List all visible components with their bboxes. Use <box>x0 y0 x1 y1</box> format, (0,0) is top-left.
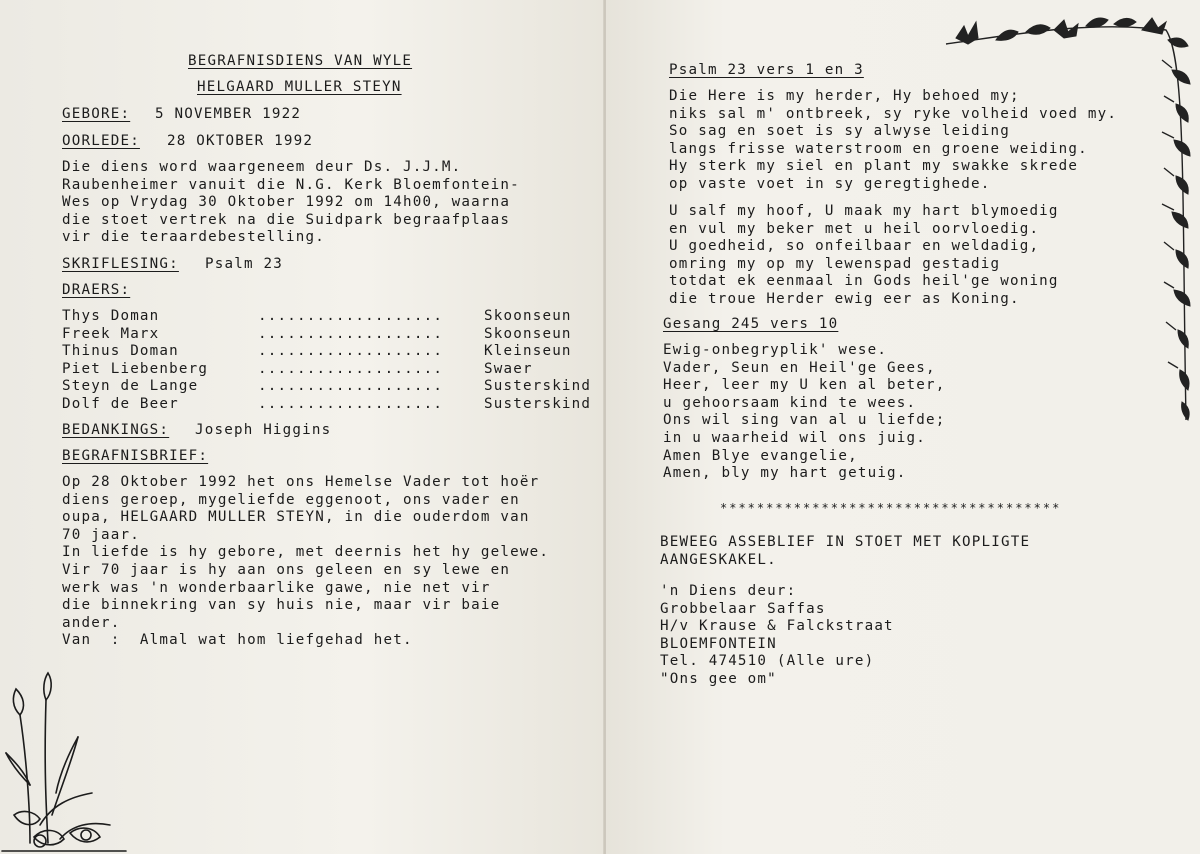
bearer-row <box>62 396 602 414</box>
letter-line: 70 jaar. <box>62 526 140 543</box>
bearer-row <box>62 308 602 326</box>
bearer-dots: ................... <box>258 343 444 360</box>
procession-line: BEWEEG ASSEBLIEF IN STOET MET KOPLIGTE <box>660 534 1031 550</box>
service-line: Die diens word waargeneem deur Ds. J.J.M. <box>62 159 462 175</box>
undertaker-line: "Ons gee om" <box>660 671 777 687</box>
born-value: 5 NOVEMBER 1922 <box>155 106 302 122</box>
bearer-row <box>62 326 602 344</box>
psalm-line: die troue Herder ewig eer as Koning. <box>669 291 1020 307</box>
letter-line: werk was 'n wonderbaarlike gawe, nie net vir <box>62 579 491 596</box>
reading-value: Psalm 23 <box>205 256 283 272</box>
letter-line: diens geroep, mygeliefde eggenoot, ons vader en <box>62 491 520 508</box>
died-value: 28 OKTOBER 1992 <box>167 133 314 149</box>
undertaker-line: Grobbelaar Saffas <box>660 600 826 617</box>
bearer-name: Piet Liebenberg <box>62 360 209 377</box>
undertaker-line: H/v Krause & Falckstraat <box>660 618 894 635</box>
hymn-line: Amen Blye evangelie, <box>663 447 858 464</box>
bearer-dots: ................... <box>258 378 444 395</box>
right-page <box>606 0 1200 854</box>
psalm-line: en vul my beker met u heil oorvloedig. <box>669 220 1040 237</box>
service-line: die stoet vertrek na die Suidpark begraafplaas <box>62 211 511 228</box>
psalm-line: U goedheid, so onfeilbaar en weldadig, <box>669 238 1040 255</box>
bearer-relation: Skoonseun <box>484 308 572 324</box>
hymn-line: Ons wil sing van al u liefde; <box>663 412 946 429</box>
star-separator: ************************************* <box>720 501 1062 515</box>
undertaker-line: Tel. 474510 (Alle ure) <box>660 653 875 670</box>
psalm-line: U salf my hoof, U maak my hart blymoedig <box>669 203 1059 219</box>
bearer-relation: Swaer <box>484 360 533 377</box>
undertaker-line: BLOEMFONTEIN <box>660 635 777 652</box>
born-label: GEBORE: <box>62 106 131 122</box>
died-label: OORLEDE: <box>62 133 140 149</box>
letter-line: Van : Almal wat hom liefgehad het. <box>62 632 413 649</box>
letter-line: die binnekring van sy huis nie, maar vir baie <box>62 597 501 614</box>
bearer-relation: Susterskind <box>484 396 592 412</box>
psalm-line: Hy sterk my siel en plant my swakke skrede <box>669 158 1079 175</box>
bearer-relation: Kleinseun <box>484 343 572 360</box>
service-line: vir die teraardebestelling. <box>62 229 326 246</box>
bearer-dots: ................... <box>258 360 444 377</box>
bearer-relation: Skoonseun <box>484 325 572 342</box>
lily-flower-drawing-icon <box>0 665 130 854</box>
bearer-row <box>62 343 602 361</box>
bearer-name: Steyn de Lange <box>62 378 199 395</box>
psalm-line: op vaste voet in sy geregtighede. <box>669 176 991 192</box>
title-line-2: HELGAARD MULLER STEYN <box>197 79 402 95</box>
psalm-heading: Psalm 23 vers 1 en 3 <box>669 62 864 78</box>
bearers-label: DRAERS: <box>62 282 131 298</box>
psalm-line: Die Here is my herder, Hy behoed my; <box>669 88 1020 104</box>
thanks-value: Joseph Higgins <box>195 422 332 438</box>
hymn-line: in u waarheid wil ons juig. <box>663 430 927 446</box>
hymn-line: Vader, Seun en Heil'ge Gees, <box>663 359 936 376</box>
hymn-line: Heer, leer my U ken al beter, <box>663 377 946 394</box>
bearer-name: Thys Doman <box>62 308 160 324</box>
psalm-line: totdat ek eenmaal in Gods heil'ge woning <box>669 273 1059 290</box>
letter-label: BEGRAFNISBRIEF: <box>62 448 209 464</box>
service-line: Raubenheimer vanuit die N.G. Kerk Bloemfontein- <box>62 176 520 193</box>
hymn-heading: Gesang 245 vers 10 <box>663 316 839 332</box>
letter-line: ander. <box>62 614 121 631</box>
bearer-relation: Susterskind <box>484 378 592 395</box>
letter-line: In liefde is hy gebore, met deernis het hy gelewe. <box>62 544 550 561</box>
thanks-label: BEDANKINGS: <box>62 422 170 438</box>
letter-line: Vir 70 jaar is hy aan ons geleen en sy lewe en <box>62 562 511 578</box>
service-line: Wes op Vrydag 30 Oktober 1992 om 14h00, waarna <box>62 194 511 211</box>
bearer-name: Freek Marx <box>62 325 160 342</box>
bearer-name: Dolf de Beer <box>62 396 179 412</box>
bearer-dots: ................... <box>258 308 444 324</box>
hymn-line: Ewig-onbegryplik' wese. <box>663 342 888 358</box>
hymn-line: Amen, bly my hart getuig. <box>663 465 907 482</box>
undertaker-line: 'n Diens deur: <box>660 583 797 599</box>
title-line-1: BEGRAFNISDIENS VAN WYLE <box>188 53 413 69</box>
hymn-line: u gehoorsaam kind te wees. <box>663 394 917 411</box>
letter-line: oupa, HELGAARD MULLER STEYN, in die ouderdom van <box>62 509 530 526</box>
procession-line: AANGESKAKEL. <box>660 551 777 568</box>
psalm-line: langs frisse waterstroom en groene weiding. <box>669 140 1088 157</box>
letter-line: Op 28 Oktober 1992 het ons Hemelse Vader tot hoër <box>62 474 540 490</box>
bearer-row <box>62 378 602 396</box>
bearer-dots: ................... <box>258 396 444 412</box>
bearer-dots: ................... <box>258 325 444 342</box>
psalm-line: omring my op my lewenspad gestadig <box>669 255 1001 272</box>
bearer-name: Thinus Doman <box>62 343 179 360</box>
reading-label: SKRIFLESING: <box>62 256 179 272</box>
psalm-line: niks sal m' ontbreek, sy ryke volheid voed my. <box>669 105 1118 122</box>
psalm-line: So sag en soet is sy alwyse leiding <box>669 123 1010 140</box>
bearer-row <box>62 361 602 379</box>
